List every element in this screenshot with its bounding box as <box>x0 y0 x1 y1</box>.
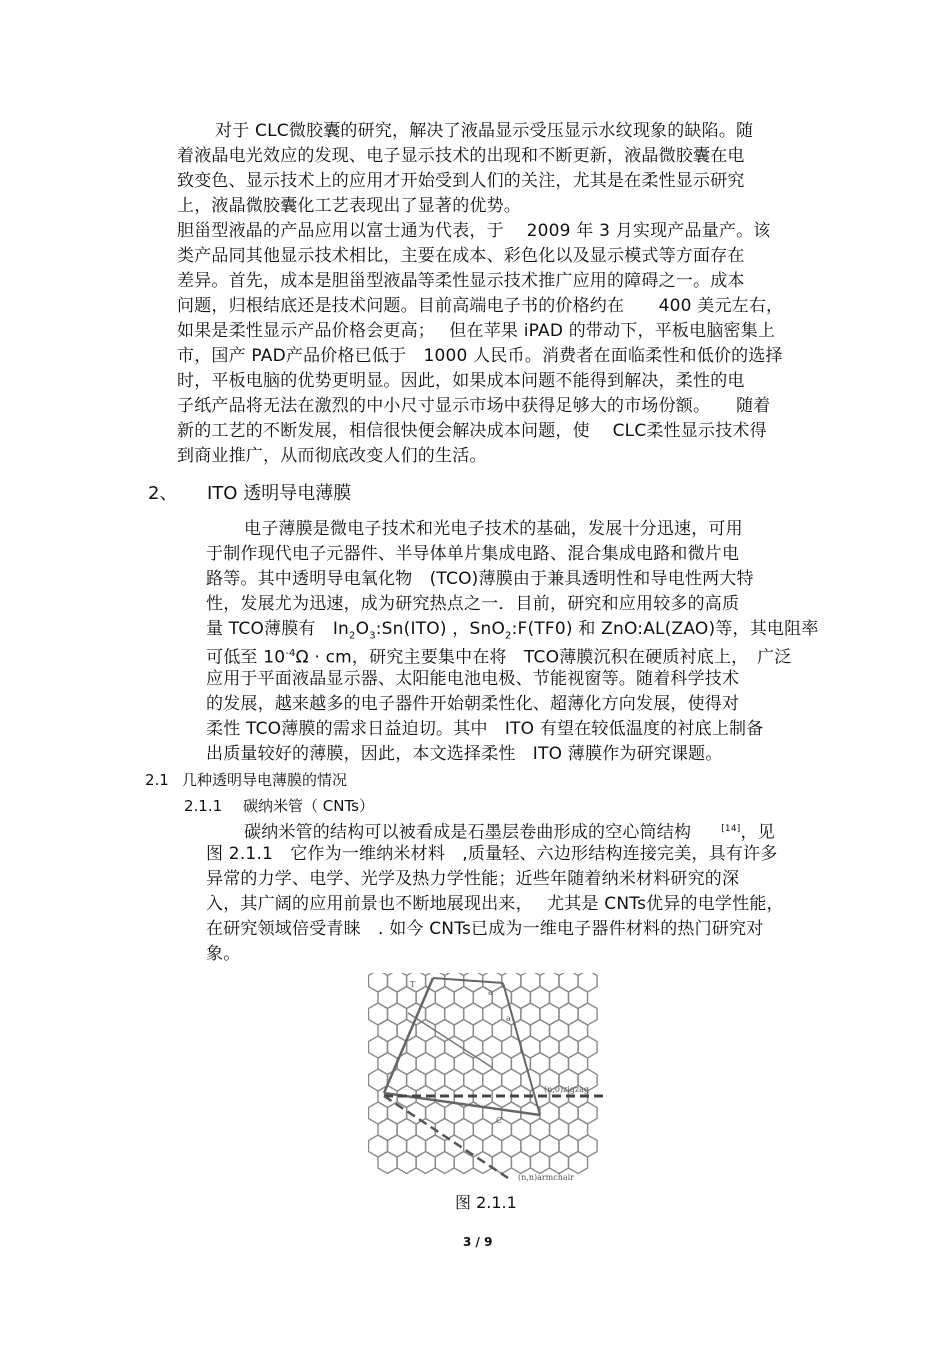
para4-line: 入，其广阔的应用前景也不断地展现出来， 尤其是 CNTs优异的电学性能， <box>206 894 784 914</box>
section-2-1-1-number: 2.1.1 <box>184 797 223 815</box>
section-2-1-1-title: 碳纳米管（ CNTs） <box>243 797 374 815</box>
formula-text: O <box>355 619 370 639</box>
para4-line: 异常的力学、电学、光学及热力学性能；近些年随着纳米材料研究的深 <box>206 869 740 889</box>
para3-line: 性，发展尤为迅速，成为研究热点之一．目前，研究和应用较多的高质 <box>206 594 740 614</box>
para4-text: 碳纳米管的结构可以被看成是石墨层卷曲形成的空心筒结构 <box>244 822 692 843</box>
hexagon-cell <box>464 973 483 992</box>
label-a1: a <box>488 988 493 997</box>
para3-line: 电子薄膜是微电子技术和光电子技术的基础，发展十分迅速，可用 <box>244 519 743 539</box>
para2-line: 问题，归根结底还是技术问题。目前高端电子书的价格约在 400 美元左右， <box>177 296 784 316</box>
para1-line: 对于 CLC微胶囊的研究，解决了液晶显示受压显示水纹现象的缺陷。随 <box>215 121 754 141</box>
para2-line: 到商业推广，从而彻底改变人们的生活。 <box>177 446 487 466</box>
para3-line: 的发展，越来越多的电子器件开始朝柔性化、超薄化方向发展，使得对 <box>206 694 740 714</box>
page-number: 3 / 9 <box>463 1235 493 1249</box>
label-ch: C <box>496 1116 503 1125</box>
hexagon-cell <box>530 1152 549 1174</box>
figure-labels <box>410 980 589 1182</box>
para2-line: 新的工艺的不断发展，相信很快便会解决成本问题，使 CLC柔性显示技术得 <box>177 421 767 441</box>
para4-line: 图 2.1.1 它作为一维纳米材料 ,质量轻、六边形结构连接完美，具有许多 <box>206 844 778 864</box>
honeycomb-lattice <box>369 973 598 1174</box>
formula-text: :Sn(ITO) ，SnO <box>375 619 506 639</box>
para1-line: 致变色、显示技术上的应用才开始受到人们的关注，尤其是在柔性显示研究 <box>177 171 745 191</box>
hexagon-cell <box>397 1152 416 1174</box>
hexagon-cell <box>540 973 559 992</box>
vector-right-line <box>503 983 540 1115</box>
formula-subscript: 3 <box>369 630 376 642</box>
hexagon-cell <box>559 973 578 992</box>
hexagon-cell <box>454 1152 473 1174</box>
formula-text: 量 TCO薄膜有 In <box>206 619 350 639</box>
section-2-number: 2、 <box>148 483 178 504</box>
formula-subscript: 2 <box>349 630 356 642</box>
resistivity-text: 可低至 10 <box>206 647 286 668</box>
para2-line: 胆甾型液晶的产品应用以富士通为代表，于 2009 年 3 月实现产品量产。该 <box>177 221 771 241</box>
resistivity-exponent: -4 <box>285 648 296 659</box>
label-t: T <box>410 980 416 989</box>
label-a2: a <box>506 1014 511 1023</box>
para3-line: 应用于平面液晶显示器、太阳能电池电极、节能视窗等。随着科学技术 <box>206 669 740 689</box>
section-2-1-number: 2.1 <box>145 771 169 789</box>
cnt-lattice-figure <box>368 973 603 1183</box>
hexagon-cell <box>435 1152 454 1174</box>
section-2-title: ITO 透明导电薄膜 <box>207 483 352 504</box>
hexagon-cell <box>511 1152 530 1174</box>
hexagon-cell <box>521 973 540 992</box>
para4-text: ，见 <box>740 822 775 843</box>
para1-line: 着液晶电光效应的发现、电子显示技术的出现和不断更新，液晶微胶囊在电 <box>177 146 745 166</box>
formula-subscript: 2 <box>505 630 512 642</box>
hexagon-cell <box>569 1152 588 1174</box>
hexagon-cell <box>388 973 407 992</box>
hexagon-cell <box>445 973 464 992</box>
hexagon-cell <box>550 1152 569 1174</box>
formula-text: :F(TF0) 和 ZnO:AL(ZAO)等，其电阻率 <box>511 619 819 639</box>
para3-line: 出质量较好的薄膜，因此，本文选择柔性 ITO 薄膜作为研究课题。 <box>206 744 723 764</box>
vector-top-line <box>433 978 503 983</box>
hexagon-cell <box>416 1152 435 1174</box>
para1-line: 上，液晶微胶囊化工艺表现出了显著的优势。 <box>177 196 521 216</box>
section-2-1-title: 几种透明导电薄膜的情况 <box>182 771 348 789</box>
para2-line: 如果是柔性显示产品价格会更高； 但在苹果 iPAD 的带动下，平板电脑密集上 <box>177 321 776 341</box>
hexagon-cell <box>369 973 388 992</box>
para3-line: 柔性 TCO薄膜的需求日益迫切。其中 ITO 有望在较低温度的衬底上制备 <box>206 719 764 739</box>
para3-line: 于制作现代电子元器件、半导体单片集成电路、混合集成电路和微片电 <box>206 544 740 564</box>
hexagon-cell <box>378 1152 397 1174</box>
citation-ref[interactable]: [14] <box>721 824 741 834</box>
para3-line: 路等。其中透明导电氧化物 (TCO)薄膜由于兼具透明性和导电性两大特 <box>206 569 754 589</box>
figure-caption: 图 2.1.1 <box>455 1193 517 1212</box>
para3-resistivity-line <box>206 643 791 669</box>
label-armchair: (n,n)armchair <box>518 1173 575 1182</box>
para2-line: 差异。首先，成本是胆甾型液晶等柔性显示技术推广应用的障碍之一。成本 <box>177 271 745 291</box>
para4-line: 在研究领域倍受青睐 . 如今 CNTs已成为一维电子器件材料的热门研究对 <box>206 919 764 939</box>
para2-line: 时，平板电脑的优势更明显。因此，如果成本问题不能得到解决，柔性的电 <box>177 371 745 391</box>
label-zigzag: (n,0)zigzag <box>544 1085 590 1094</box>
para4-first-line <box>244 818 775 844</box>
para4-line: 象。 <box>206 944 241 964</box>
hexagon-cell <box>578 973 597 992</box>
para2-line: 市，国产 PAD产品价格已低于 1000 人民币。消费者在面临柔性和低价的选择 <box>177 346 783 366</box>
para2-line: 子纸产品将无法在激烈的中小尺寸显示市场中获得足够大的市场份额。 随着 <box>177 396 771 416</box>
lattice-vectors <box>384 978 603 1178</box>
para2-line: 类产品同其他显示技术相比，主要在成本、彩色化以及显示模式等方面存在 <box>177 246 745 266</box>
resistivity-text: Ω · cm，研究主要集中在将 TCO薄膜沉积在硬质衬底上， 广泛 <box>295 647 792 668</box>
